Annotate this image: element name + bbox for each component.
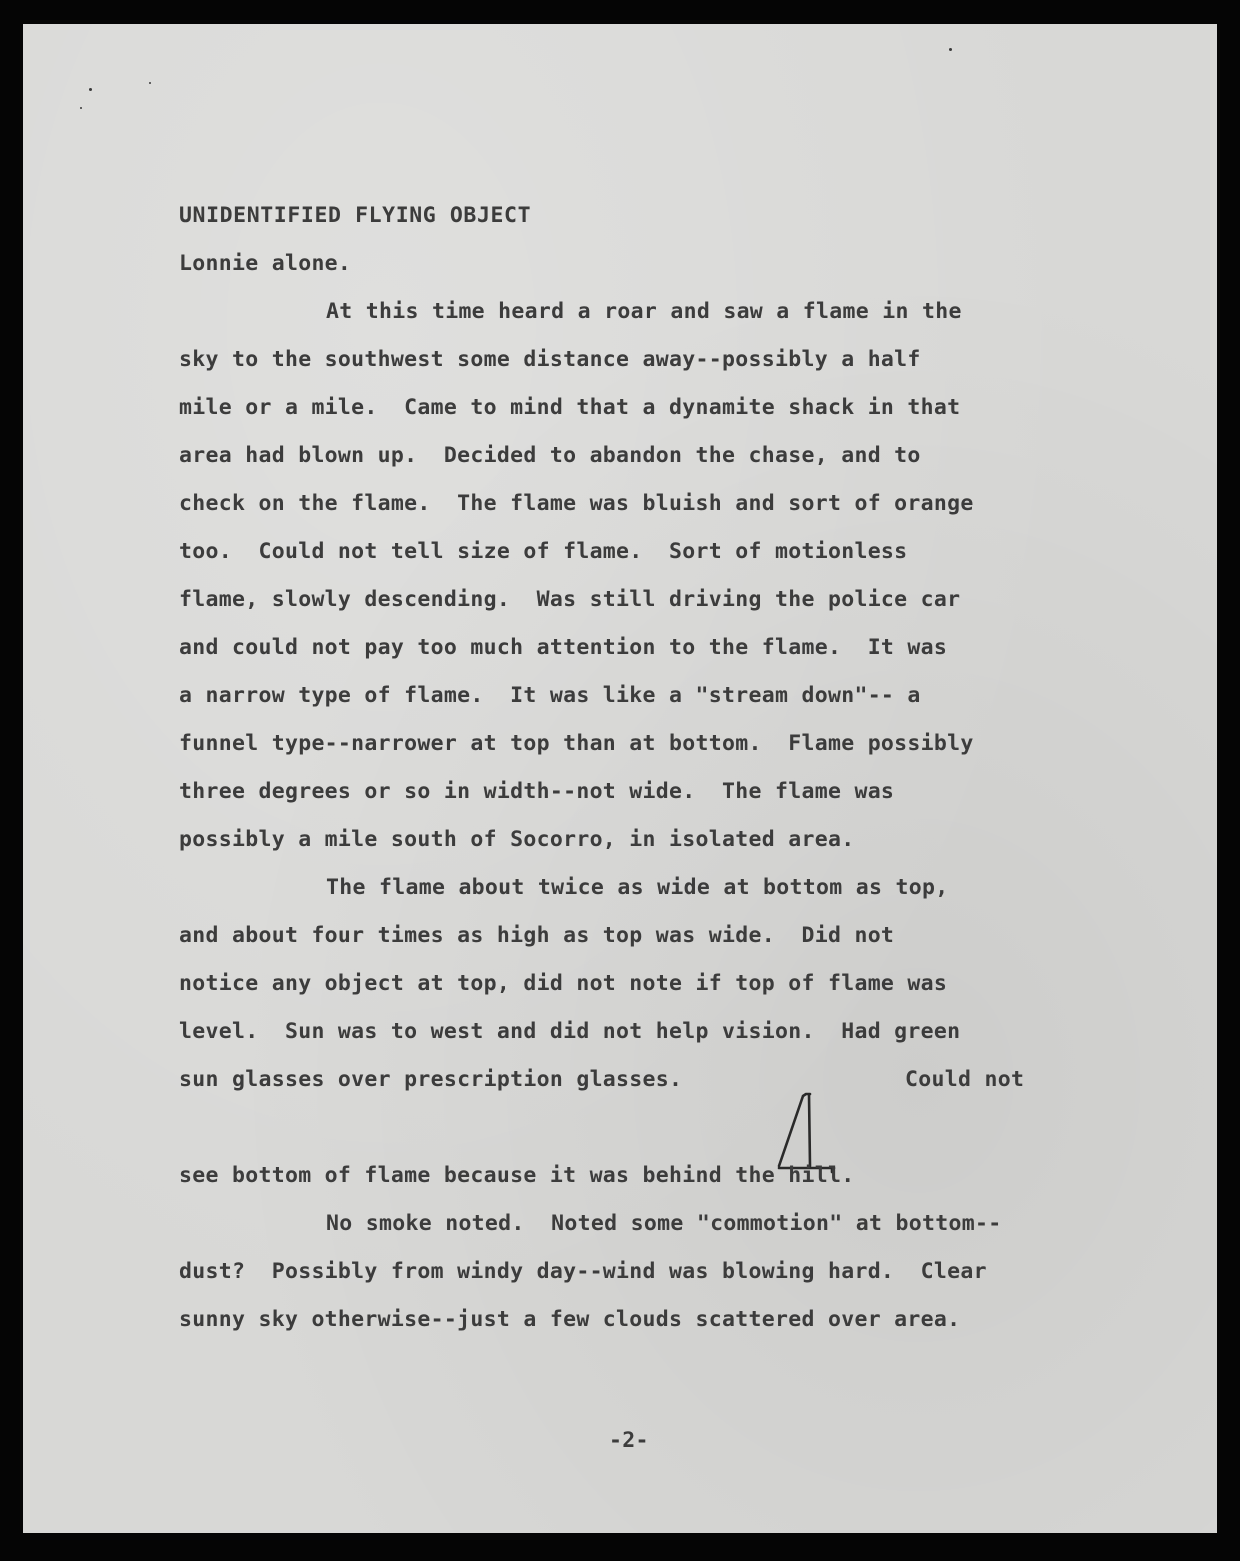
text-line: sky to the southwest some distance away--possibly a half [179, 347, 921, 372]
scan-speck [89, 88, 92, 91]
text-line: see bottom of flame because it was behind the hill. [179, 1163, 855, 1188]
paper-sheet [23, 24, 1217, 1533]
text-line: funnel type--narrower at top than at bottom. Flame possibly [179, 731, 974, 756]
text-line: check on the flame. The flame was bluish and sort of orange [179, 491, 974, 516]
text-line: sunny sky otherwise--just a few clouds scattered over area. [179, 1307, 961, 1332]
text-line: No smoke noted. Noted some "commotion" at bottom-- [326, 1211, 1002, 1236]
document-title: UNIDENTIFIED FLYING OBJECT [179, 203, 532, 228]
text-line: At this time heard a roar and saw a flame in the [326, 299, 962, 324]
text-line: Could not [905, 1067, 1025, 1092]
text-line: level. Sun was to west and did not help vision. Had green [179, 1019, 961, 1044]
text-line: three degrees or so in width--not wide. The flame was [179, 779, 895, 804]
scan-speck [949, 48, 952, 51]
text-line: notice any object at top, did not note if top of flame was [179, 971, 948, 996]
flame-sketch-figure [776, 1092, 838, 1174]
text-line: possibly a mile south of Socorro, in isolated area. [179, 827, 855, 852]
text-line: and could not pay too much attention to the flame. It was [179, 635, 948, 660]
text-line: area had blown up. Decided to abandon the chase, and to [179, 443, 921, 468]
text-line: dust? Possibly from windy day--wind was blowing hard. Clear [179, 1259, 987, 1284]
text-line: mile or a mile. Came to mind that a dynamite shack in that [179, 395, 961, 420]
text-line: flame, slowly descending. Was still driving the police car [179, 587, 961, 612]
scan-speck [149, 82, 151, 84]
page-number: -2- [609, 1428, 649, 1453]
text-line: and about four times as high as top was wide. Did not [179, 923, 895, 948]
text-line: The flame about twice as wide at bottom as top, [326, 875, 949, 900]
scan-speck [80, 107, 82, 109]
text-line: sun glasses over prescription glasses. [179, 1067, 683, 1092]
text-line: too. Could not tell size of flame. Sort of motionless [179, 539, 908, 564]
text-line: a narrow type of flame. It was like a "stream down"-- a [179, 683, 921, 708]
text-line: Lonnie alone. [179, 251, 352, 276]
